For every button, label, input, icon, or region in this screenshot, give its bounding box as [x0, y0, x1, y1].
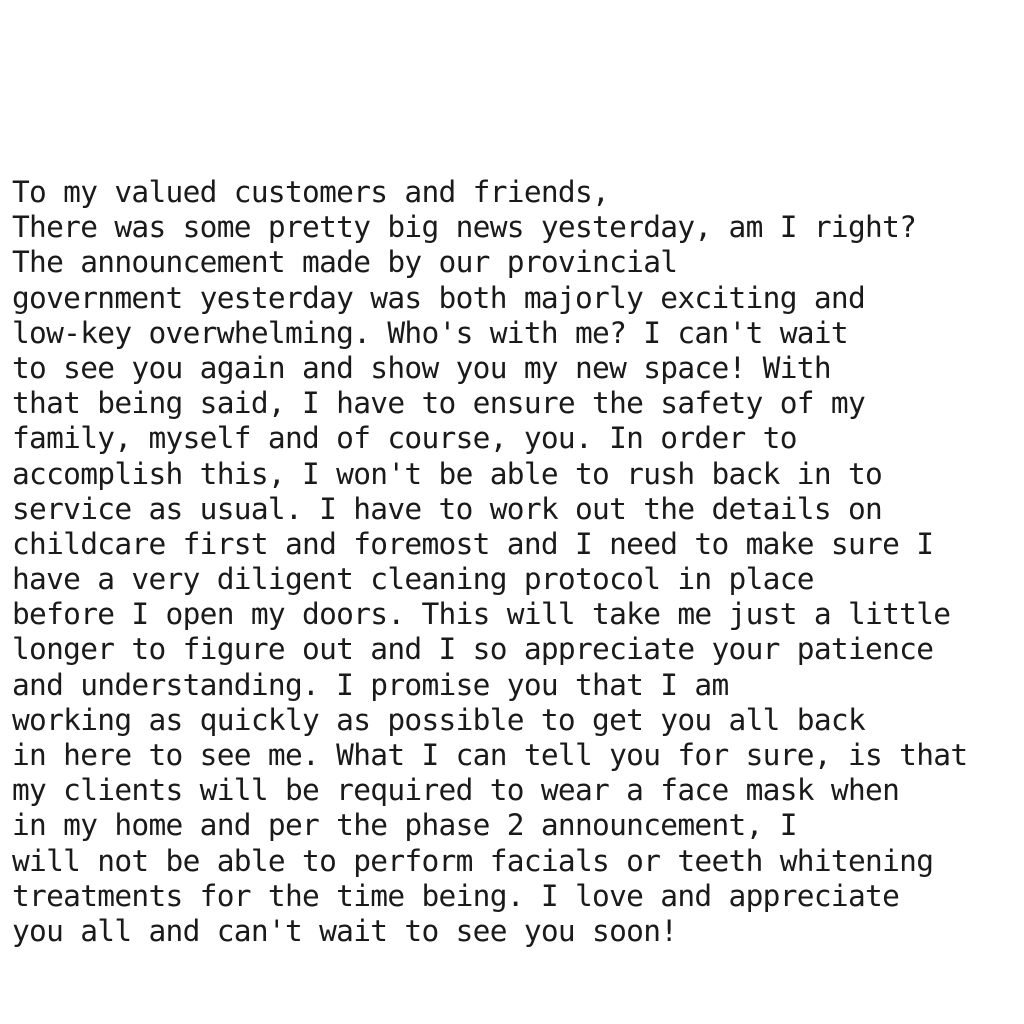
letter-line: to see you again and show you my new space! With — [12, 350, 831, 385]
letter-line: in here to see me. What I can tell you for sure, is that — [12, 738, 968, 772]
letter-line: childcare first and foremost and I need to make sure I — [12, 526, 934, 561]
letter-line: longer to figure out and I so appreciate your patience — [12, 632, 934, 667]
letter-line: accomplish this, I won't be able to rush back in to — [12, 456, 883, 491]
letter-line: There was some pretty big news yesterday, am I right? — [12, 210, 917, 245]
letter-line: you all and can't wait to see you soon! — [12, 913, 678, 948]
letter-line: and understanding. I promise you that I am — [12, 667, 729, 702]
letter-line: service as usual. I have to work out the details on — [12, 491, 883, 526]
letter-line: have a very diligent cleaning protocol in place — [12, 562, 814, 597]
letter-line: government yesterday was both majorly exciting and — [12, 280, 866, 315]
letter-line: in my home and per the phase 2 announcement, I — [12, 808, 797, 843]
letter-line: before I open my doors. This will take me just a little — [12, 597, 951, 632]
letter-line: that being said, I have to ensure the safety of my — [12, 386, 866, 421]
letter-line: low-key overwhelming. Who's with me? I can't wait — [12, 315, 848, 350]
typewritten-letter — [12, 175, 1020, 949]
letter-line: working as quickly as possible to get you all back — [12, 702, 866, 737]
letter-line: treatments for the time being. I love and appreciate — [12, 878, 900, 913]
letter-line: will not be able to perform facials or teeth whitening — [12, 843, 934, 878]
letter-line: my clients will be required to wear a face mask when — [12, 773, 900, 808]
letter-line: To my valued customers and friends, — [12, 175, 610, 209]
letter-line: The announcement made by our provincial — [12, 245, 678, 280]
letter-line: family, myself and of course, you. In order to — [12, 421, 797, 456]
